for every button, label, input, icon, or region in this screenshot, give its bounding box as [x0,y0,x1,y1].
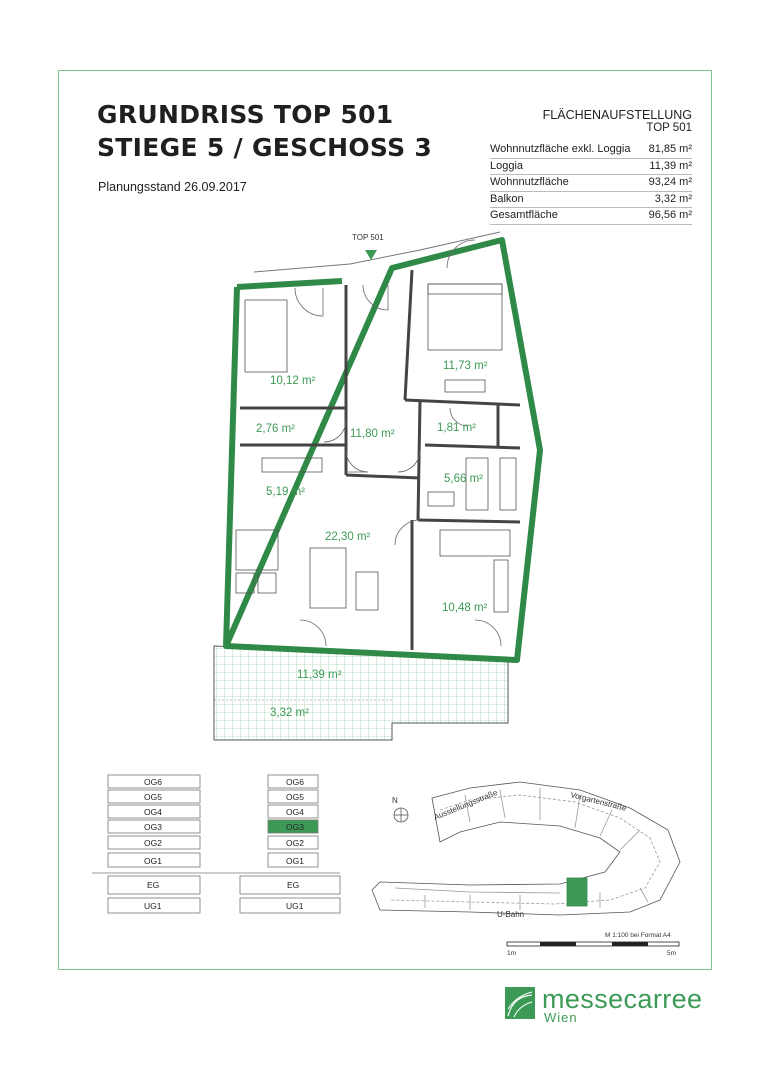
room-area-label: 11,73 m² [443,360,488,372]
plan-title: GRUNDRISS TOP 501 [97,100,394,129]
floor-label: OG4 [144,807,162,817]
floor-label: OG1 [144,856,162,866]
area-row-label: Loggia [490,159,524,172]
scale-bar [507,942,679,946]
room-area-label: 11,39 m² [297,669,342,681]
floor-label: OG1 [286,856,304,866]
messecarree-logo-icon [505,987,535,1019]
room-area-label: 5,66 m² [444,473,483,485]
floor-label: OG2 [286,838,304,848]
floor-label: OG6 [144,777,162,787]
entrance-tag: TOP 501 [352,233,384,242]
floor-plan [214,232,540,740]
scale-end-label: 5m [667,950,677,957]
room-area-label: 2,76 m² [256,423,295,435]
floor-label: OG2 [144,838,162,848]
plan-subtitle: STIEGE 5 / GESCHOSS 3 [97,133,433,162]
room-area-label: 10,12 m² [270,375,316,387]
floor-label: UG1 [144,901,162,911]
sofa [310,548,346,608]
room-area-label: 22,30 m² [325,531,371,543]
area-row-value: 96,56 m² [648,209,692,221]
door-swings [295,240,501,646]
building-outline [372,782,680,915]
kitchen-counter [262,458,322,472]
area-summary-heading: FLÄCHENAUFSTELLUNG [542,108,692,122]
area-row-label: Balkon [490,192,524,205]
room-area-label: 1,81 m² [437,422,476,434]
transit-label: U-Bahn [497,910,525,919]
planning-date: Planungsstand 26.09.2017 [98,180,247,194]
area-row-label: Wohnnutzfläche [490,176,569,188]
floor-label: OG4 [286,807,304,817]
bed-3 [440,530,510,556]
site-labels [392,788,676,957]
room-area-label: 3,32 m² [270,707,309,719]
area-summary-unit: TOP 501 [646,122,692,134]
floor-label: OG3 [144,822,162,832]
scale-note: M 1:100 bei Format A4 [605,932,671,939]
floor-label: UG1 [286,901,304,911]
area-row-value: 11,39 m² [649,159,692,172]
floor-label: EG [147,880,160,890]
site-highlight-block [567,878,587,906]
floor-label: OG3 [286,822,304,832]
floor-label: OG5 [144,792,162,802]
interior-walls [240,270,520,650]
area-row-label: Wohnnutzfläche exkl. Loggia [490,143,631,155]
room-area-label: 10,48 m² [442,602,488,614]
area-row-value: 81,85 m² [648,143,692,155]
floor-label: EG [287,880,300,890]
room-area-label: 11,80 m² [350,428,395,440]
area-row-label: Gesamtfläche [490,209,558,221]
scale-start-label: 1m [507,950,517,957]
room-area-label: 5,19 m² [266,486,305,498]
brand-part1: messe [542,984,624,1014]
brand-city: Wien [544,1010,578,1025]
street-label: Vorgartenstraße [569,790,628,813]
brand-part2: carree [623,984,703,1014]
floor-label: OG5 [286,792,304,802]
north-label: N [392,796,398,805]
area-row-value: 93,24 m² [648,176,692,188]
exterior-wall [226,240,540,660]
street-label: Ausstellungsstraße [432,788,499,822]
bed-1 [245,300,287,372]
site-plan [372,782,680,915]
floor-label: OG6 [286,777,304,787]
area-row-value: 3,32 m² [654,192,692,205]
